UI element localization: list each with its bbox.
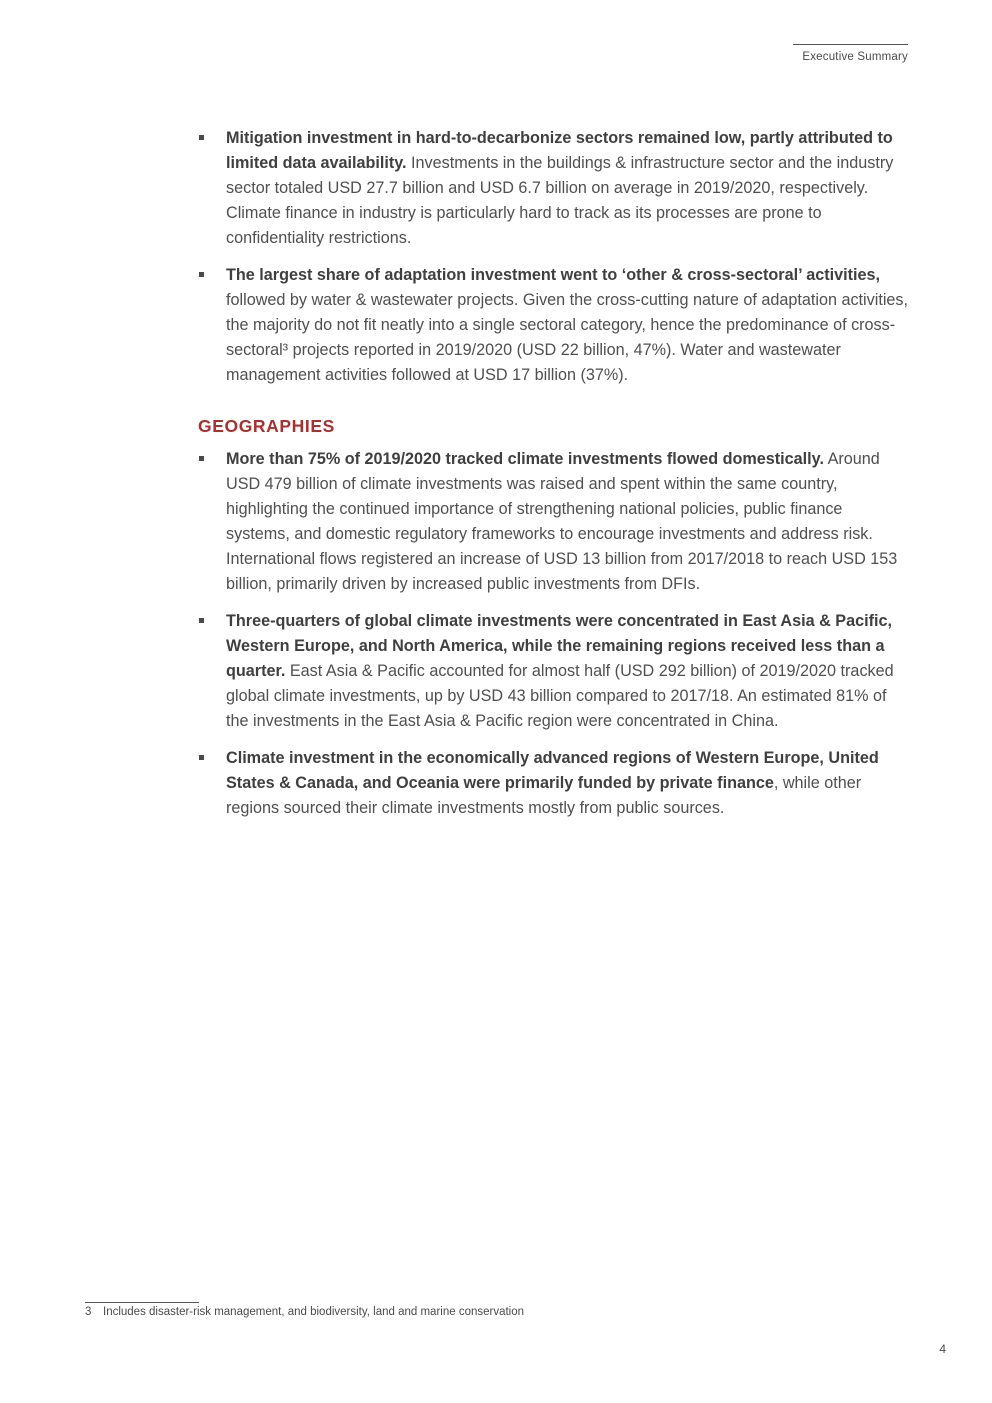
page-number: 4 (939, 1342, 946, 1356)
bullet-lead: Three-quarters of global climate investments were concentrated in East Asia & Pacific, Western Europe, and North America, while the remaining regions received less than a quarter. (226, 612, 892, 680)
square-bullet-icon (199, 456, 204, 461)
bullet-body: East Asia & Pacific accounted for almost half (USD 292 billion) of 2019/2020 tracked global climate investments, up by USD 43 billion compared to 2017/18. An estimated 81% of the investments in the East Asia & Pacific region were concentrated in China. (226, 662, 894, 730)
bullet-body: followed by water & wastewater projects. Given the cross-cutting nature of adaptation activities, the majority do not fit neatly into a single sectoral category, hence the predominance of cross-sectoral³ projects reported in 2019/2020 (USD 22 billion, 47%). Water and wastewater management activities followed at USD 17 billion (37%). (226, 291, 909, 384)
square-bullet-icon (199, 755, 204, 760)
footnote-text: Includes disaster-risk management, and biodiversity, land and marine conservation (103, 1306, 525, 1318)
bullet-lead: Climate investment in the economically advanced regions of Western Europe, United States & Canada, and Oceania were primarily funded by private finance (226, 749, 879, 792)
footnote-number: 3 (85, 1306, 92, 1318)
bullet-lead: The largest share of adaptation investment went to ‘other & cross-sectoral’ activities, (226, 266, 880, 284)
list-item (198, 263, 910, 388)
footnote (85, 1306, 524, 1318)
square-bullet-icon (199, 135, 204, 140)
square-bullet-icon (199, 618, 204, 623)
list-item (198, 126, 910, 251)
running-header: Executive Summary (793, 44, 908, 63)
section-heading-geographies: GEOGRAPHIES (198, 416, 335, 436)
footnote-divider (85, 1302, 199, 1303)
bullet-list-sectors (198, 126, 910, 388)
bullet-lead: Mitigation investment in hard-to-decarbonize sectors remained low, partly attributed to limited data availability. (226, 129, 893, 172)
list-item (198, 609, 910, 734)
bullet-body: Around USD 479 billion of climate investments was raised and spent within the same country, highlighting the continued importance of strengthening national policies, public finance systems, and domestic regulatory frameworks to encourage investments and address risk. International flows registered an increase of USD 13 billion from 2017/2018 to reach USD 153 billion, primarily driven by increased public investments from DFIs. (226, 450, 898, 593)
bullet-body: , while other regions sourced their climate investments mostly from public sources. (226, 774, 862, 817)
bullet-lead: More than 75% of 2019/2020 tracked climate investments flowed domestically. (226, 450, 824, 468)
bullet-list-geographies (198, 447, 910, 821)
list-item (198, 746, 910, 821)
square-bullet-icon (199, 272, 204, 277)
main-content (198, 126, 910, 833)
bullet-body: Investments in the buildings & infrastructure sector and the industry sector totaled USD 27.7 billion and USD 6.7 billion on average in 2019/2020, respectively. Climate finance in industry is particularly hard to track as its processes are prone to confidentiality restrictions. (226, 154, 894, 247)
list-item (198, 447, 910, 597)
